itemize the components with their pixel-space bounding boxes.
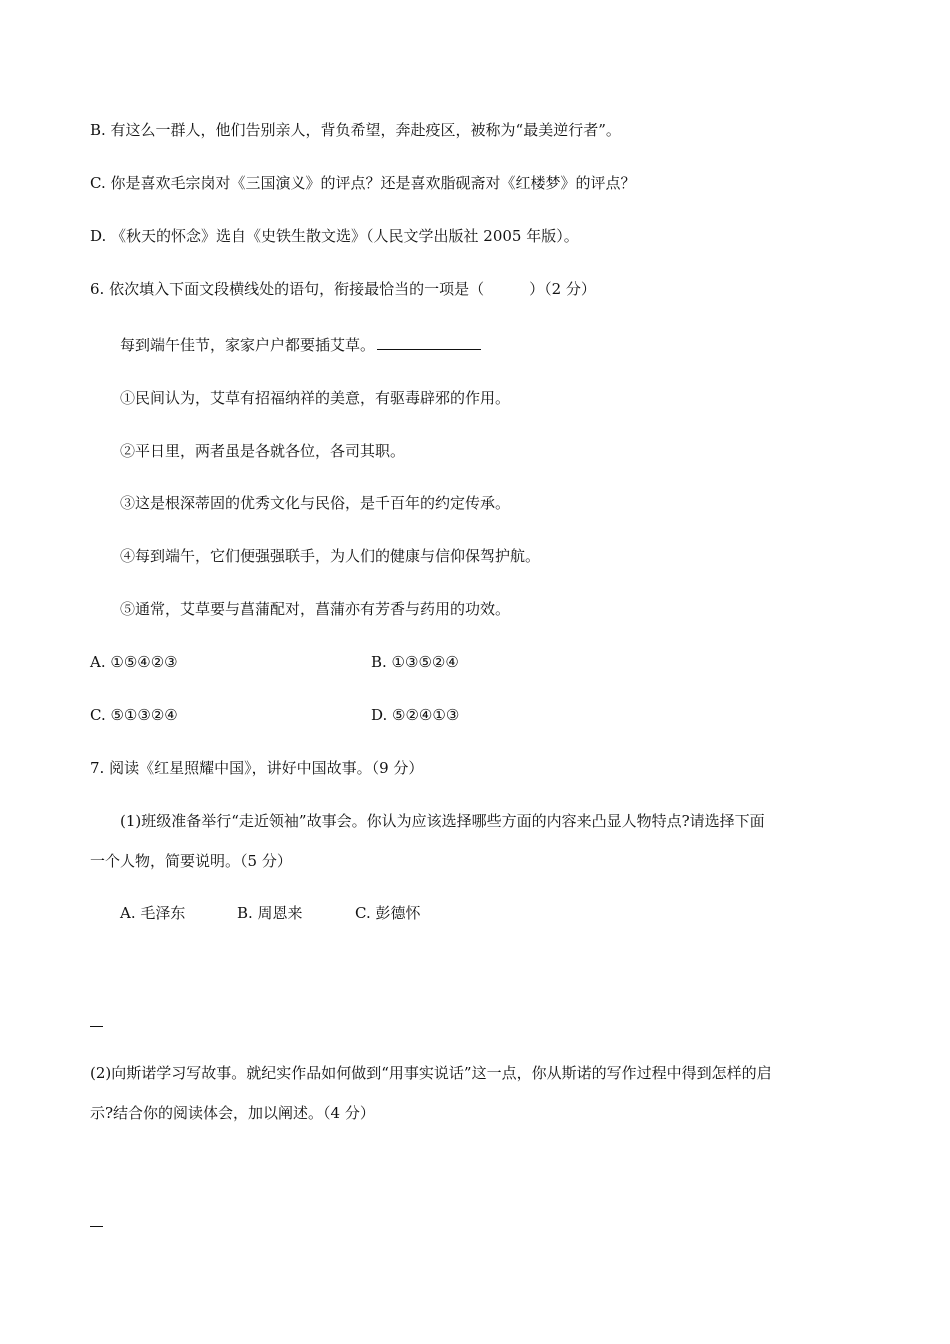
q7-choice-b: B. 周恩来 xyxy=(237,904,303,922)
q7-part2-line2: 示?结合你的阅读体会，加以阐述。（4 分） xyxy=(90,1104,375,1122)
q7-part2-line1: (2)向斯诺学习写故事。就纪实作品如何做到“用事实说话”这一点，你从斯诺的写作过程中得到怎样的启 xyxy=(90,1064,772,1082)
q6-stem: 6. 依次填入下面文段横线处的语句，衔接最恰当的一项是（ ）（2 分） xyxy=(90,280,596,298)
q6-sentence-2: ②平日里，两者虽是各就各位，各司其职。 xyxy=(120,442,406,460)
q7-part1-line1: (1)班级准备举行“走近领袖”故事会。你认为应该选择哪些方面的内容来凸显人物特点?请选择下面 xyxy=(120,812,765,830)
q5-option-c: C. 你是喜欢毛宗岗对《三国演义》的评点？还是喜欢脂砚斋对《红楼梦》的评点？ xyxy=(90,174,636,192)
q5-option-b: B. 有这么一群人，他们告别亲人，背负希望，奔赴疫区，被称为“最美逆行者”。 xyxy=(90,121,621,139)
answer-blank xyxy=(377,335,481,350)
q6-sentence-3: ③这是根深蒂固的优秀文化与民俗，是千百年的约定传承。 xyxy=(120,494,511,512)
q7-choice-a: A. 毛泽东 xyxy=(120,904,186,922)
answer-line-2 xyxy=(90,1226,103,1227)
q6-sentence-4: ④每到端午，它们便强强联手，为人们的健康与信仰保驾护航。 xyxy=(120,547,541,565)
q6-option-b: B. ①③⑤②④ xyxy=(371,653,459,671)
q6-option-d: D. ⑤②④①③ xyxy=(371,706,460,724)
q5-option-d: D. 《秋天的怀念》选自《史铁生散文选》（人民文学出版社 2005 年版）。 xyxy=(90,227,579,245)
q6-passage xyxy=(120,335,481,355)
q7-part1-line2: 一个人物，简要说明。（5 分） xyxy=(90,852,292,870)
q7-stem: 7. 阅读《红星照耀中国》，讲好中国故事。（9 分） xyxy=(90,759,424,777)
q6-option-c: C. ⑤①③②④ xyxy=(90,706,178,724)
q7-choice-c: C. 彭德怀 xyxy=(355,904,421,922)
answer-line-1 xyxy=(90,1026,103,1027)
q6-passage-text: 每到端午佳节，家家户户都要插艾草。 xyxy=(120,336,376,354)
q6-sentence-5: ⑤通常，艾草要与菖蒲配对，菖蒲亦有芳香与药用的功效。 xyxy=(120,600,511,618)
q6-sentence-1: ①民间认为，艾草有招福纳祥的美意，有驱毒辟邪的作用。 xyxy=(120,389,511,407)
q6-option-a: A. ①⑤④②③ xyxy=(90,653,178,671)
